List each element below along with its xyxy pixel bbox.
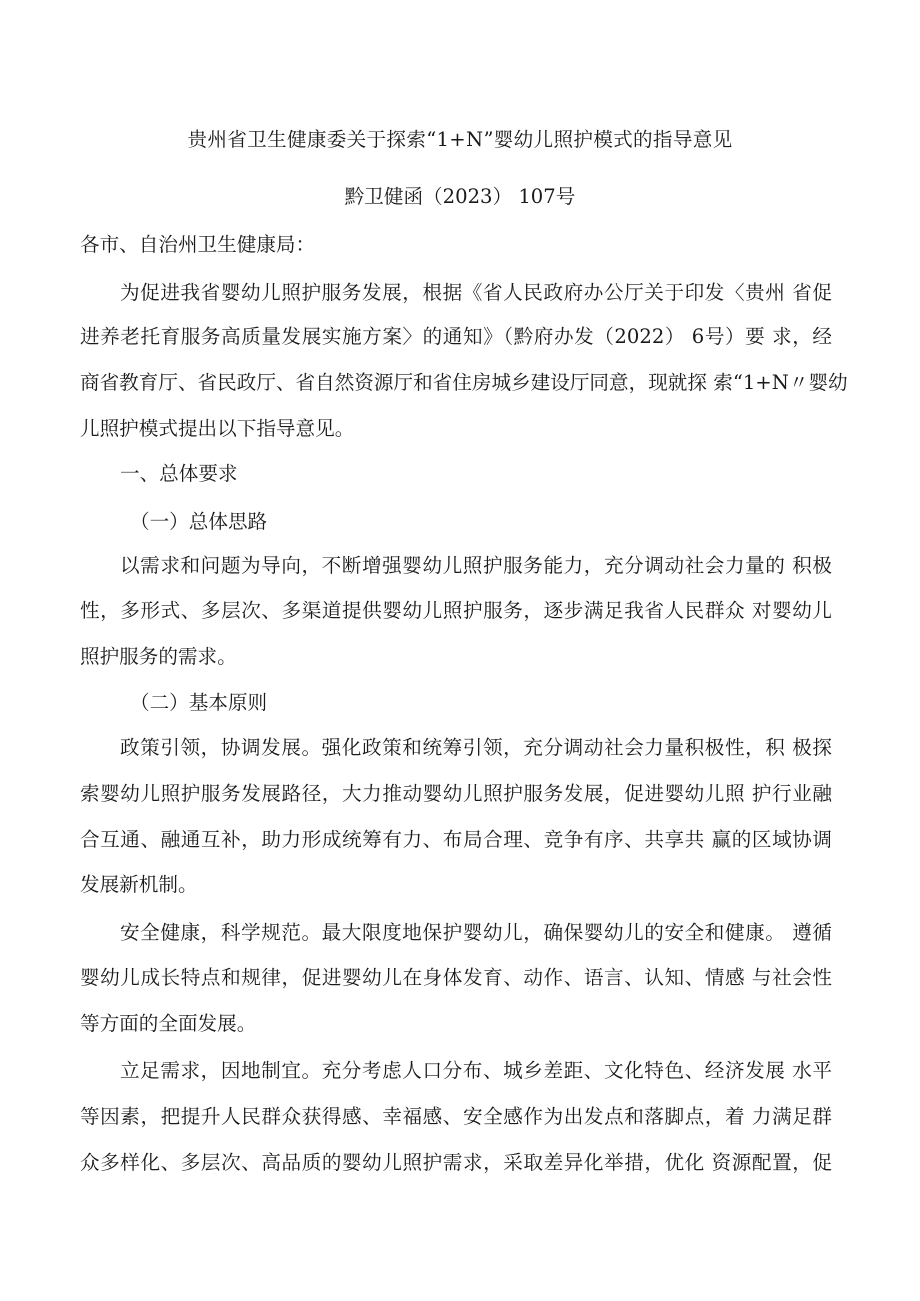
- subsection-heading-2: （二）基本原则: [130, 691, 268, 714]
- para-1-line-3: 照护服务的需求。: [80, 645, 237, 668]
- para-2-line-3: 合互通、融通互补，助力形成统筹有力、布局合理、竞争有序、共享共 赢的区域协调: [80, 828, 832, 851]
- section-heading-1: 一、总体要求: [120, 462, 238, 485]
- para-2-line-2: 索婴幼儿照护服务发展路径，大力推动婴幼儿照护服务发展，促进婴幼儿照 护行业融: [80, 782, 832, 805]
- para-4-line-2: 等因素，把提升人民群众获得感、幸福感、安全感作为出发点和落脚点，着 力满足群: [80, 1105, 832, 1128]
- intro-line-3: 商省教育厅、省民政厅、省自然资源厅和省住房城乡建设厅同意，现就探 索“1+N〃婴幼: [80, 371, 848, 394]
- para-2-line-1: 政策引领，协调发展。强化政策和统筹引领，充分调动社会力量积极性，积 极探: [120, 736, 832, 759]
- para-4-line-3: 众多样化、多层次、高品质的婴幼儿照护需求，采取差异化举措，优化 资源配置，促: [80, 1151, 832, 1174]
- document-title: 贵州省卫生健康委关于探索“1+N”婴幼儿照护模式的指导意见: [187, 128, 733, 151]
- intro-line-4: 儿照护模式提出以下指导意见。: [80, 417, 355, 440]
- salutation: 各市、自治州卫生健康局：: [80, 233, 316, 256]
- para-1-line-1: 以需求和问题为导向，不断增强婴幼儿照护服务能力，充分调动社会力量的 积极: [120, 554, 832, 577]
- para-3-line-3: 等方面的全面发展。: [80, 1012, 257, 1035]
- para-1-line-2: 性，多形式、多层次、多渠道提供婴幼儿照护服务，逐步满足我省人民群众 对婴幼儿: [80, 599, 832, 622]
- intro-line-2: 进养老托育服务高质量发展实施方案〉的通知》（黔府办发（2022） 6号）要 求，经: [80, 325, 832, 348]
- document-number: 黔卫健函（2023） 107号: [344, 185, 576, 208]
- para-3-line-1: 安全健康，科学规范。最大限度地保护婴幼儿，确保婴幼儿的安全和健康。 遵循: [120, 921, 832, 944]
- para-2-line-4: 发展新机制。: [80, 873, 198, 896]
- para-3-line-2: 婴幼儿成长特点和规律，促进婴幼儿在身体发育、动作、语言、认知、情感 与社会性: [80, 966, 832, 989]
- intro-line-1: 为促进我省婴幼儿照护服务发展，根据《省人民政府办公厅关于印发〈贵州 省促: [120, 281, 832, 304]
- subsection-heading-1: （一）总体思路: [130, 510, 268, 533]
- para-4-line-1: 立足需求，因地制宜。充分考虑人口分布、城乡差距、文化特色、经济发展 水平: [120, 1059, 832, 1082]
